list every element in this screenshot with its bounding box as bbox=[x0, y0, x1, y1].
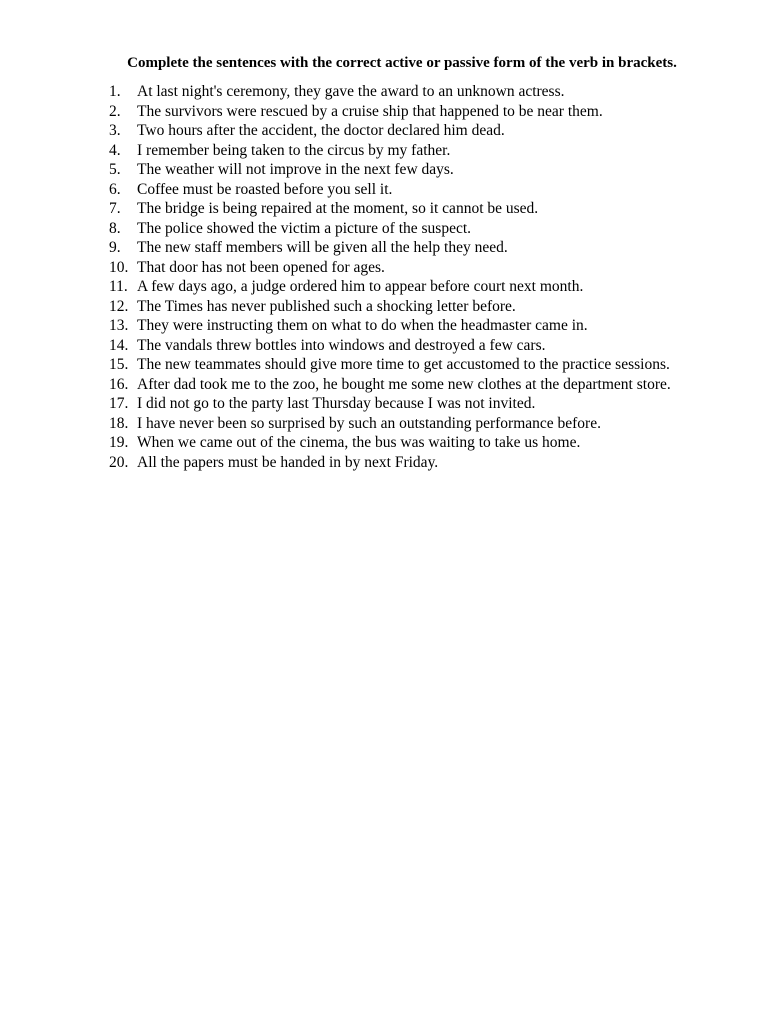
list-item bbox=[92, 102, 712, 122]
item-text: Coffee must be roasted before you sell it. bbox=[137, 180, 393, 198]
item-text: When we came out of the cinema, the bus was waiting to take us home. bbox=[137, 434, 581, 451]
item-text: I did not go to the party last Thursday because I was not invited. bbox=[137, 395, 536, 412]
list-item bbox=[92, 277, 712, 297]
list-item bbox=[92, 141, 712, 161]
list-item bbox=[92, 355, 712, 375]
list-item bbox=[92, 336, 712, 356]
item-number: 7. bbox=[109, 200, 121, 217]
item-text: The new staff members will be given all the help they need. bbox=[137, 239, 508, 256]
list-item bbox=[92, 219, 712, 239]
list-item bbox=[92, 433, 712, 453]
item-number: 9. bbox=[109, 239, 121, 256]
item-number: 16. bbox=[109, 375, 129, 393]
item-text: I remember being taken to the circus by my father. bbox=[137, 141, 451, 159]
item-text: The survivors were rescued by a cruise ship that happened to be near them. bbox=[137, 102, 603, 120]
list-item bbox=[92, 180, 712, 200]
list-item bbox=[92, 121, 712, 141]
item-number: 14. bbox=[109, 336, 129, 354]
item-number: 11. bbox=[109, 278, 128, 295]
item-text: That door has not been opened for ages. bbox=[137, 258, 385, 276]
item-number: 1. bbox=[109, 83, 121, 100]
list-item bbox=[92, 238, 712, 258]
item-number: 2. bbox=[109, 102, 121, 120]
item-number: 20. bbox=[109, 453, 129, 471]
item-text: The police showed the victim a picture of the suspect. bbox=[137, 219, 472, 237]
item-text: They were instructing them on what to do when the headmaster came in. bbox=[137, 317, 588, 334]
item-number: 12. bbox=[109, 297, 129, 315]
document-page bbox=[92, 52, 712, 472]
item-number: 15. bbox=[109, 356, 129, 373]
item-text: Two hours after the accident, the doctor declared him dead. bbox=[137, 122, 505, 139]
instruction-heading: Complete the sentences with the correct active or passive form of the verb in brackets. bbox=[127, 55, 677, 71]
list-item bbox=[92, 414, 712, 434]
list-item bbox=[92, 199, 712, 219]
item-text: The bridge is being repaired at the moment, so it cannot be used. bbox=[137, 200, 539, 217]
item-text: After dad took me to the zoo, he bought me some new clothes at the department store. bbox=[137, 375, 671, 393]
item-number: 3. bbox=[109, 122, 121, 139]
item-number: 4. bbox=[109, 141, 121, 159]
item-text: At last night's ceremony, they gave the award to an unknown actress. bbox=[137, 83, 565, 100]
item-text: All the papers must be handed in by next Friday. bbox=[137, 453, 439, 471]
item-text: A few days ago, a judge ordered him to appear before court next month. bbox=[137, 278, 584, 295]
item-number: 10. bbox=[109, 258, 129, 276]
item-text: I have never been so surprised by such an outstanding performance before. bbox=[137, 414, 601, 432]
item-number: 5. bbox=[109, 161, 121, 178]
list-item bbox=[92, 82, 712, 102]
list-item bbox=[92, 258, 712, 278]
item-number: 6. bbox=[109, 180, 121, 198]
item-number: 8. bbox=[109, 219, 121, 237]
item-number: 19. bbox=[109, 434, 129, 451]
item-number: 18. bbox=[109, 414, 129, 432]
list-item bbox=[92, 394, 712, 414]
item-text: The Times has never published such a shocking letter before. bbox=[137, 297, 516, 315]
item-text: The vandals threw bottles into windows and destroyed a few cars. bbox=[137, 336, 546, 354]
item-text: The new teammates should give more time to get accustomed to the practice sessions. bbox=[137, 356, 670, 373]
item-number: 17. bbox=[109, 395, 129, 412]
sentence-list bbox=[92, 82, 712, 472]
list-item bbox=[92, 375, 712, 395]
list-item bbox=[92, 160, 712, 180]
list-item bbox=[92, 297, 712, 317]
list-item bbox=[92, 316, 712, 336]
item-text: The weather will not improve in the next few days. bbox=[137, 161, 454, 178]
item-number: 13. bbox=[109, 317, 129, 334]
list-item bbox=[92, 453, 712, 473]
